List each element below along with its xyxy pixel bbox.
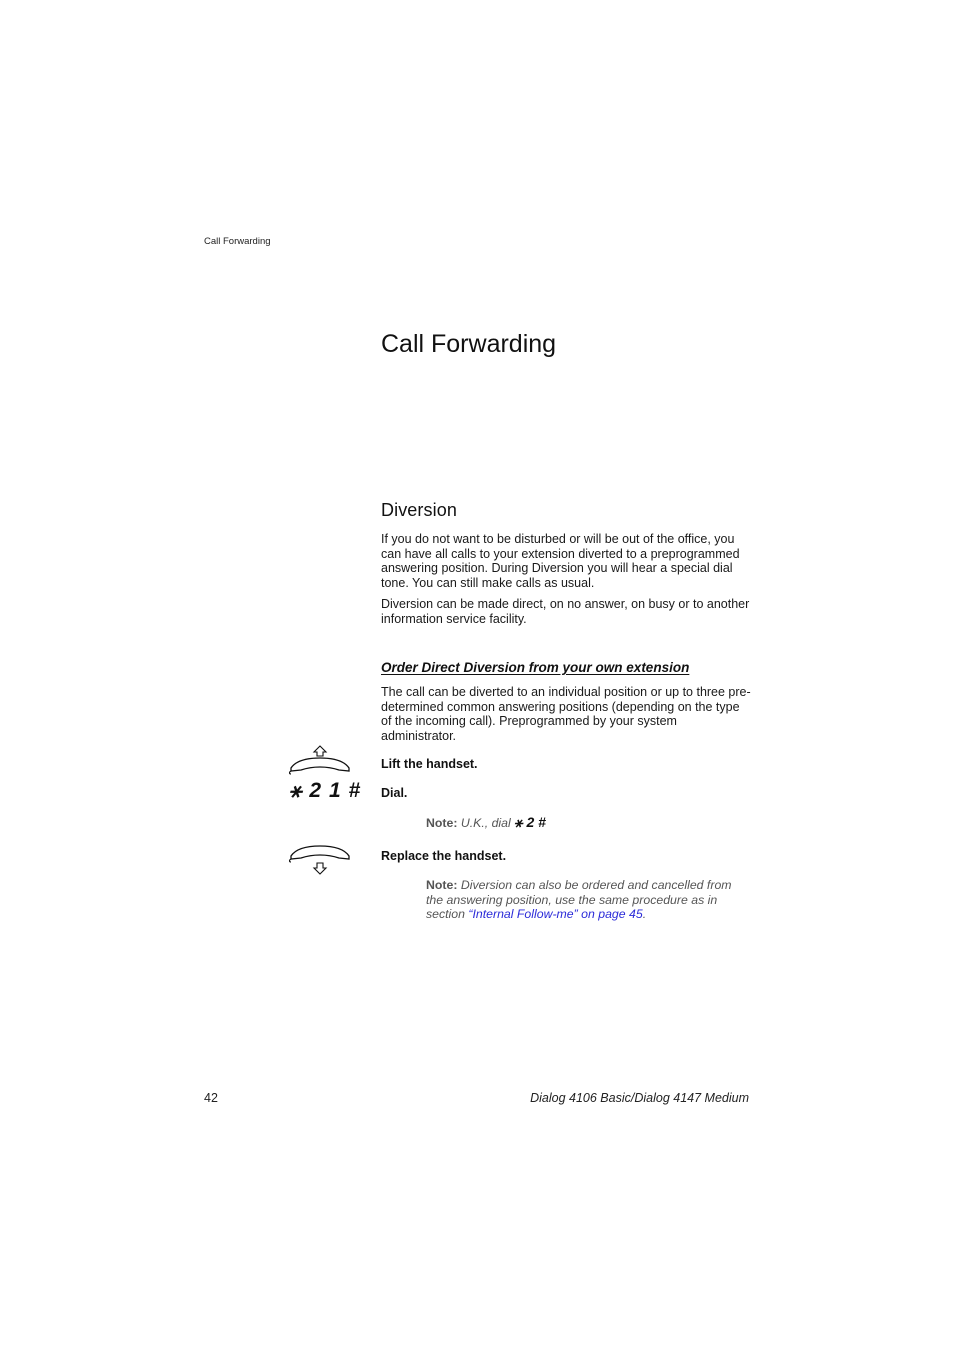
handset-replace-icon [287,842,353,878]
note-label: Note: [426,878,458,892]
note-uk [426,815,746,831]
note-key-sequence: ⚹ 2 # [514,814,546,830]
subsection-paragraph: The call can be diverted to an individual position or up to three pre-determined common answering positions (depending on the type of the incoming call). Preprogrammed by your system administrator. [381,685,751,743]
subsection-title: Order Direct Diversion from your own extension [381,660,690,675]
section-paragraph-1: If you do not want to be disturbed or will be out of the office, you can have all calls to your extension diverted to a preprogrammed answering position. During Diversion you will hear a special dial tone. You can still make calls as usual. [381,532,740,590]
note-text: Diversion can also be ordered and cancelled from the answering position, use the same procedure as in section [426,878,732,922]
note-end: . [642,907,647,922]
step-lift-label: Lift the handset. [381,757,478,771]
note-label: Note: [426,816,458,830]
dial-key-sequence: ⚹ 2 1 # [289,779,362,802]
step-replace-label: Replace the handset. [381,849,507,863]
note-text: U.K., dial [460,816,511,830]
section-paragraph-2: Diversion can be made direct, on no answer, on busy or to another information service facility. [381,597,750,626]
internal-follow-me-link[interactable]: “Internal Follow-me” on page 45 [468,907,643,922]
running-head: Call Forwarding [204,236,271,247]
section-title: Diversion [381,500,457,520]
page-number: 42 [204,1091,218,1105]
step-dial-label: Dial. [381,786,408,800]
note-diversion [426,878,746,922]
footer-title: Dialog 4106 Basic/Dialog 4147 Medium [530,1091,749,1105]
chapter-title: Call Forwarding [381,330,557,358]
handset-lift-icon [287,742,353,778]
